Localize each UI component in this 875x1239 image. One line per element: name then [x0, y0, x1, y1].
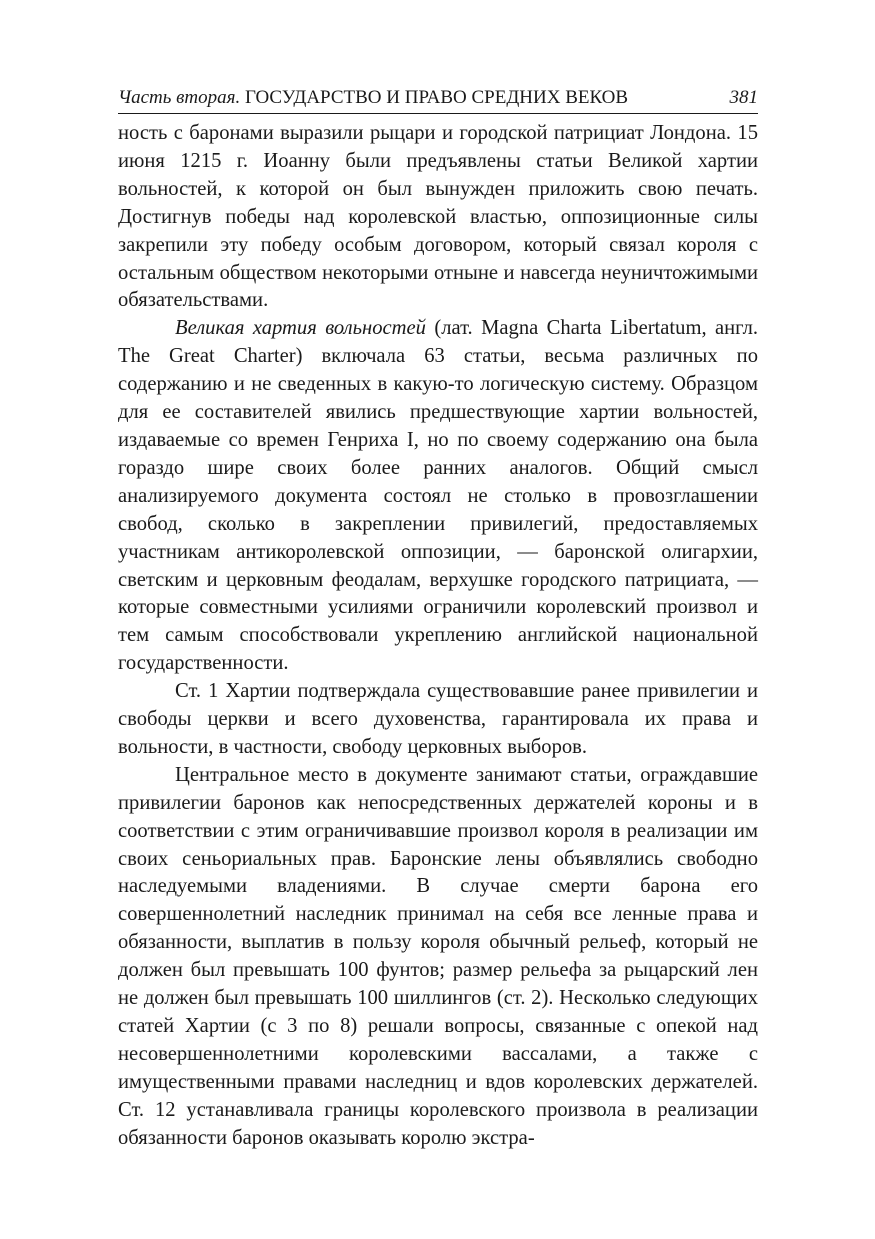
paragraph: ность с баронами выразили рыцари и городской патрициат Лондона. 15 июня 1215 г. Иоанну были предъявлены статьи Великой хартии вольностей, к которой он был вынужден приложить свою печать. Достигнув победы над королевской властью, оппозиционные силы закрепили эту победу особым договором, который связал короля с остальным обществом некоторыми отныне и навсегда неуничтожимыми обязательствами. — [118, 122, 758, 312]
paragraph-text: (лат. Magna Charta Libertatum, англ. The Great Charter) включала 63 статьи, весьма различных по содержанию и не сведенных в какую-то логическую систему. Образцом для ее составителей явились предшествующие хартии вольностей, издаваемые со времен Генриха I, но по своему содержанию она была гораздо шире своих более ранних аналогов. Общий смысл анализируемого документа состоял не столько в провозглашении свобод, сколько в закреплении привилегий, предоставляемых участникам антикоролевской оппозиции, — баронской олигархии, светским и церковным феодалам, верхушке городского патрициата, — которые совместными усилиями ограничили королевский произвол и тем самым способствовали укреплению английской национальной государственности. — [118, 317, 758, 675]
page-number: 381 — [729, 87, 758, 108]
part-label: Часть вторая. — [118, 87, 241, 108]
section-title: ГОСУДАРСТВО И ПРАВО СРЕДНИХ ВЕКОВ — [244, 87, 629, 108]
book-page — [118, 86, 758, 1153]
term-italic: Великая хартия вольностей — [175, 317, 426, 340]
running-header — [118, 86, 758, 114]
paragraph: Центральное место в документе занимают статьи, ограждавшие привилегии баронов как непосредственных держателей короны и в соответствии с этим ограничивавшие произвол короля в реализации им своих сеньориальных прав. Баронские лены объявлялись свободно наследуемыми владениями. В случае смерти барона его совершеннолетний наследник принимал на себя все ленные права и обязанности, выплатив в пользу короля обычный рельеф, который не должен был превышать 100 фунтов; размер рельефа за рыцарский лен не должен был превышать 100 шиллингов (ст. 2). Несколько следующих статей Хартии (с 3 по 8) решали вопросы, связанные с опекой над несовершеннолетними королевскими вассалами, а также с имущественными правами наследниц и вдов королевских держателей. Ст. 12 устанавливала границы королевского произвола в реализации обязанности баронов оказывать королю экстра- — [118, 763, 758, 1149]
paragraph: Ст. 1 Хартии подтверждала существовавшие ранее привилегии и свободы церкви и всего духовенства, гарантировала их права и вольности, в частности, свободу церковных выборов. — [118, 680, 758, 758]
body-text — [118, 120, 758, 1153]
header-text — [118, 86, 628, 110]
paragraph — [118, 315, 758, 678]
